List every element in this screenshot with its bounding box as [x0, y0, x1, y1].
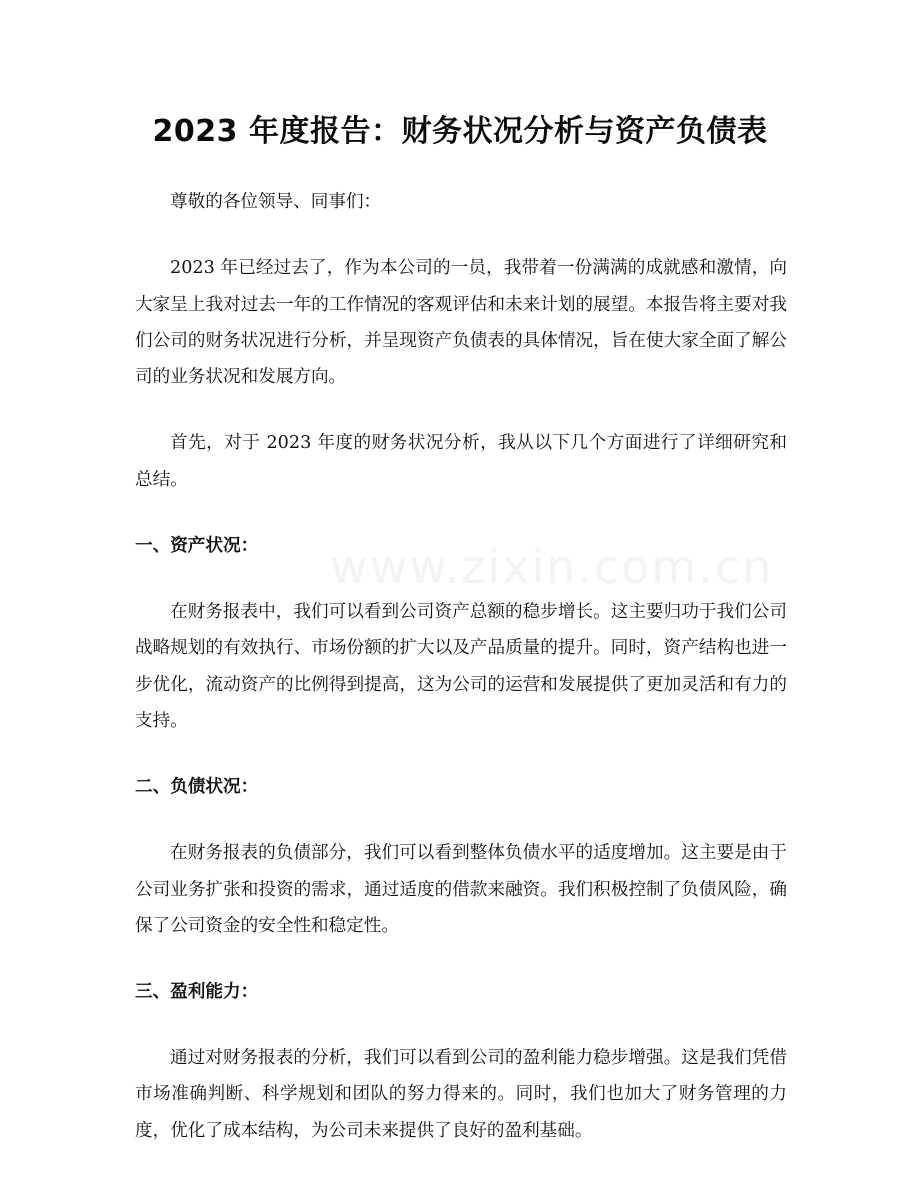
greeting-paragraph: 尊敬的各位领导、同事们： [170, 192, 382, 212]
section-paragraph-assets: 在财务报表中，我们可以看到公司资产总额的稳步增长。这主要归功于我们公司战略规划的有效执行、市场份额的扩大以及产品质量的提升。同时，资产结构也进一步优化，流动资产的比例得到提高，这为公司的运营和发展提供了更加灵活和有力的支持。 [135, 602, 787, 731]
section-heading-profitability: 三、盈利能力： [135, 982, 259, 1003]
document-body [135, 184, 787, 1179]
section-paragraph-profitability: 通过对财务报表的分析，我们可以看到公司的盈利能力稳步增强。这是我们凭借市场准确判断、科学规划和团队的努力得来的。同时，我们也加大了财务管理的力度，优化了成本结构，为公司未来提供了良好的盈利基础。 [135, 1048, 787, 1141]
document-title: 2023 年度报告：财务状况分析与资产负债表 [152, 114, 768, 149]
section-heading-liabilities: 二、负债状况： [135, 777, 259, 798]
watermark: www.zixin.com.cn [330, 540, 774, 594]
intro-paragraph: 2023 年已经过去了，作为本公司的一员，我带着一份满满的成就感和激情，向大家呈上我对过去一年的工作情况的客观评估和未来计划的展望。本报告将主要对我们公司的财务状况进行分析，并呈现资产负债表的具体情况，旨在使大家全面了解公司的业务状况和发展方向。 [135, 258, 787, 388]
section-paragraph-liabilities: 在财务报表的负债部分，我们可以看到整体负债水平的适度增加。这主要是由于公司业务扩张和投资的需求，通过适度的借款来融资。我们积极控制了负债风险，确保了公司资金的安全性和稳定性。 [135, 843, 787, 936]
section-heading-assets: 一、资产状况： [135, 536, 259, 557]
overview-paragraph: 首先，对于 2023 年度的财务状况分析，我从以下几个方面进行了详细研究和总结。 [135, 433, 787, 490]
